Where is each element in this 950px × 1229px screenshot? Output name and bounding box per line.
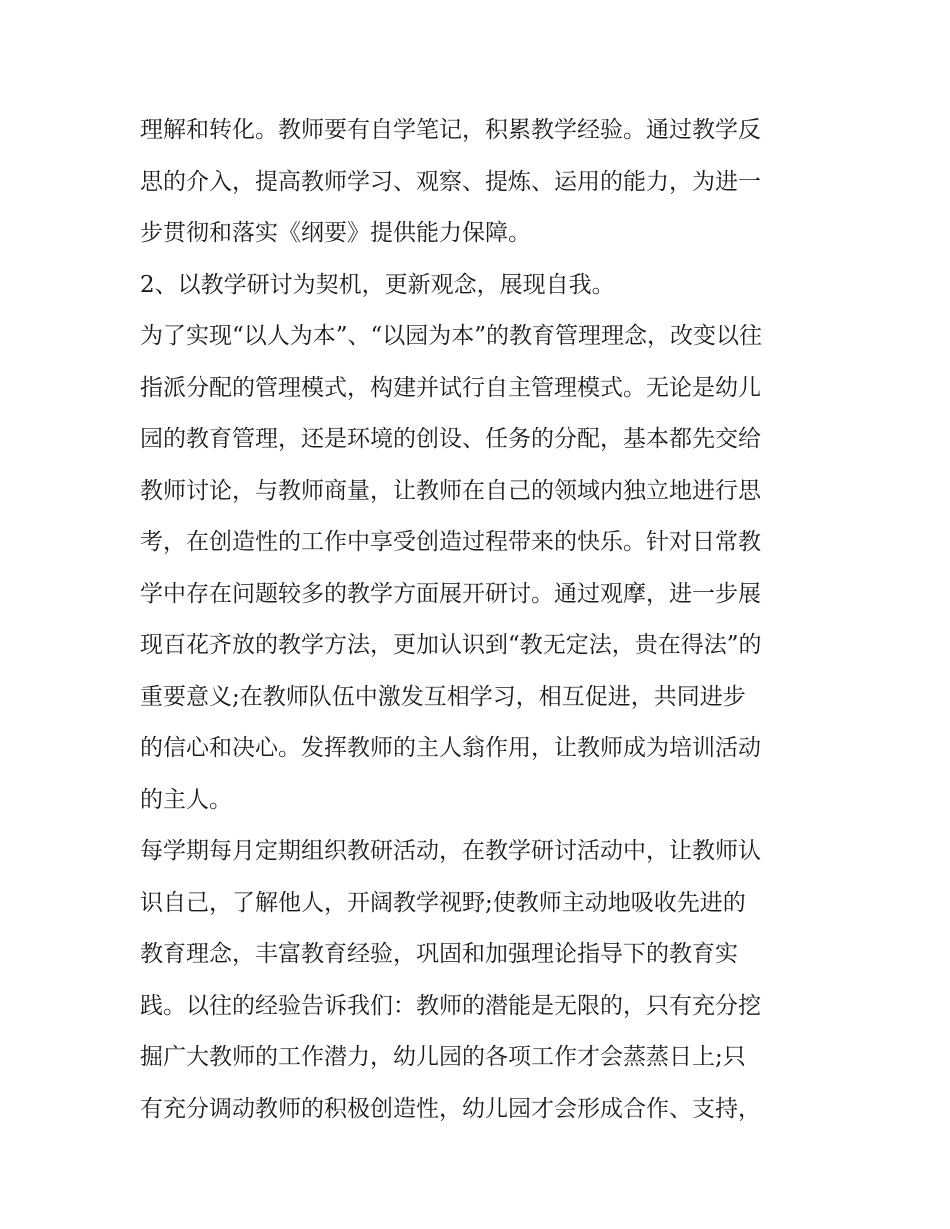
text-line: 为了实现“以人为本”、“以园为本”的教育管理理念，改变以往 [140, 323, 763, 349]
text-line: 指派分配的管理模式，构建并试行自主管理模式。无论是幼儿 [140, 374, 761, 401]
text-line: 学中存在问题较多的教学方面展开研讨。通过观摩，进一步展 [140, 580, 761, 607]
text-line: 的主人。 [140, 786, 232, 813]
body-text [140, 105, 820, 1135]
text-line: 步贯彻和落实《纲要》提供能力保障。 [140, 220, 531, 246]
text-line: 理解和转化。教师要有自学笔记，积累教学经验。通过教学反 [140, 117, 761, 143]
section-heading: 2、以教学研讨为契机，更新观念，展现自我。 [140, 271, 615, 298]
text-line: 每学期每月定期组织教研活动，在教学研讨活动中，让教师认 [140, 838, 761, 864]
text-line: 教育理念，丰富教育经验，巩固和加强理论指导下的教育实 [140, 941, 738, 967]
text-line: 思的介入，提高教师学习、观察、提炼、运用的能力，为进一 [140, 168, 761, 195]
text-line: 的信心和决心。发挥教师的主人翁作用，让教师成为培训活动 [140, 735, 761, 761]
text-line: 现百花齐放的教学方法，更加认识到“教无定法，贵在得法”的 [140, 632, 762, 658]
text-line: 重要意义;在教师队伍中激发互相学习，相互促进，共同进步 [140, 683, 746, 710]
text-line: 有充分调动教师的积极创造性，幼儿园才会形成合作、支持， [140, 1095, 761, 1122]
text-line: 园的教育管理，还是环境的创设、任务的分配，基本都先交给 [140, 426, 761, 452]
text-line: 考，在创造性的工作中享受创造过程带来的快乐。针对日常教 [140, 529, 761, 555]
text-line: 践。以往的经验告诉我们：教师的潜能是无限的，只有充分挖 [140, 992, 761, 1019]
text-line: 识自己，了解他人，开阔教学视野;使教师主动地吸收先进的 [140, 889, 746, 916]
text-line: 教师讨论，与教师商量，让教师在自己的领域内独立地进行思 [140, 477, 761, 504]
text-line: 掘广大教师的工作潜力，幼儿园的各项工作才会蒸蒸日上;只 [140, 1044, 746, 1070]
